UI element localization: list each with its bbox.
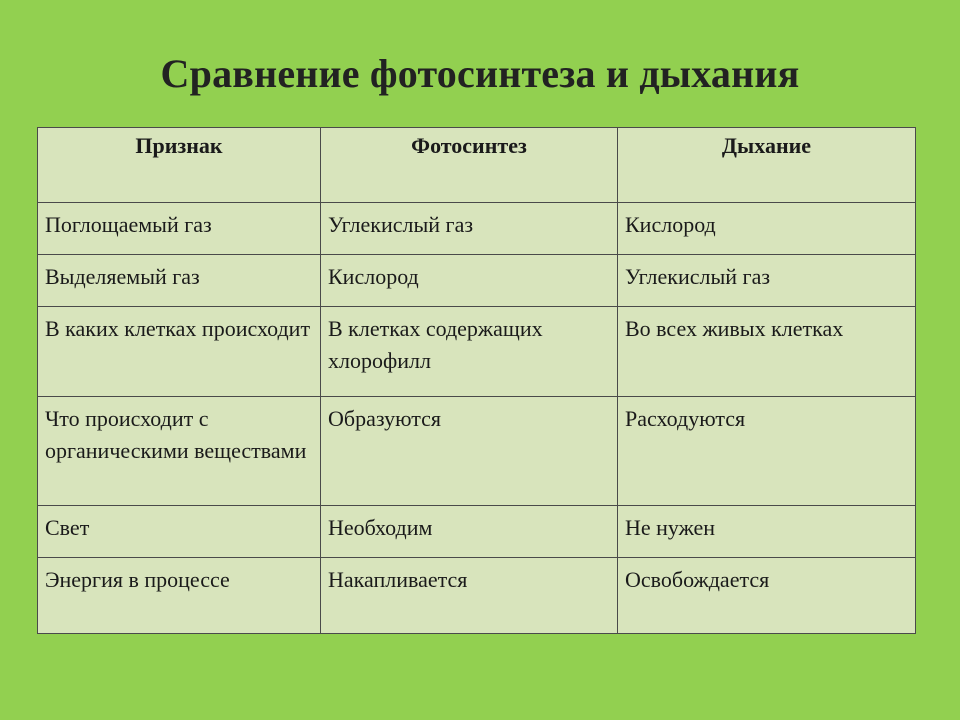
cell-photosynthesis: В клетках содержащих хлорофилл — [321, 307, 618, 397]
table-row — [38, 506, 916, 558]
cell-photosynthesis: Накапливается — [321, 558, 618, 634]
table-row — [38, 307, 916, 397]
cell-respiration: Углекислый газ — [618, 255, 916, 307]
table-row — [38, 397, 916, 506]
page-title: Сравнение фотосинтеза и дыхания — [160, 51, 800, 96]
cell-feature: Поглощаемый газ — [38, 203, 321, 255]
table-row — [38, 255, 916, 307]
table-row — [38, 203, 916, 255]
cell-respiration: Освобождается — [618, 558, 916, 634]
table-header-row — [38, 128, 916, 203]
cell-photosynthesis: Кислород — [321, 255, 618, 307]
cell-feature: Свет — [38, 506, 321, 558]
cell-respiration: Кислород — [618, 203, 916, 255]
cell-feature: Что происходит с органическими веществами — [38, 397, 321, 506]
comparison-table — [37, 127, 916, 634]
cell-photosynthesis: Необходим — [321, 506, 618, 558]
cell-feature: В каких клетках происходит — [38, 307, 321, 397]
header-feature: Признак — [38, 128, 321, 203]
header-respiration: Дыхание — [618, 128, 916, 203]
cell-feature: Энергия в процессе — [38, 558, 321, 634]
cell-photosynthesis: Углекислый газ — [321, 203, 618, 255]
table-row — [38, 558, 916, 634]
cell-feature: Выделяемый газ — [38, 255, 321, 307]
cell-respiration: Не нужен — [618, 506, 916, 558]
header-photosynthesis: Фотосинтез — [321, 128, 618, 203]
cell-photosynthesis: Образуются — [321, 397, 618, 506]
cell-respiration: Расходуются — [618, 397, 916, 506]
cell-respiration: Во всех живых клетках — [618, 307, 916, 397]
